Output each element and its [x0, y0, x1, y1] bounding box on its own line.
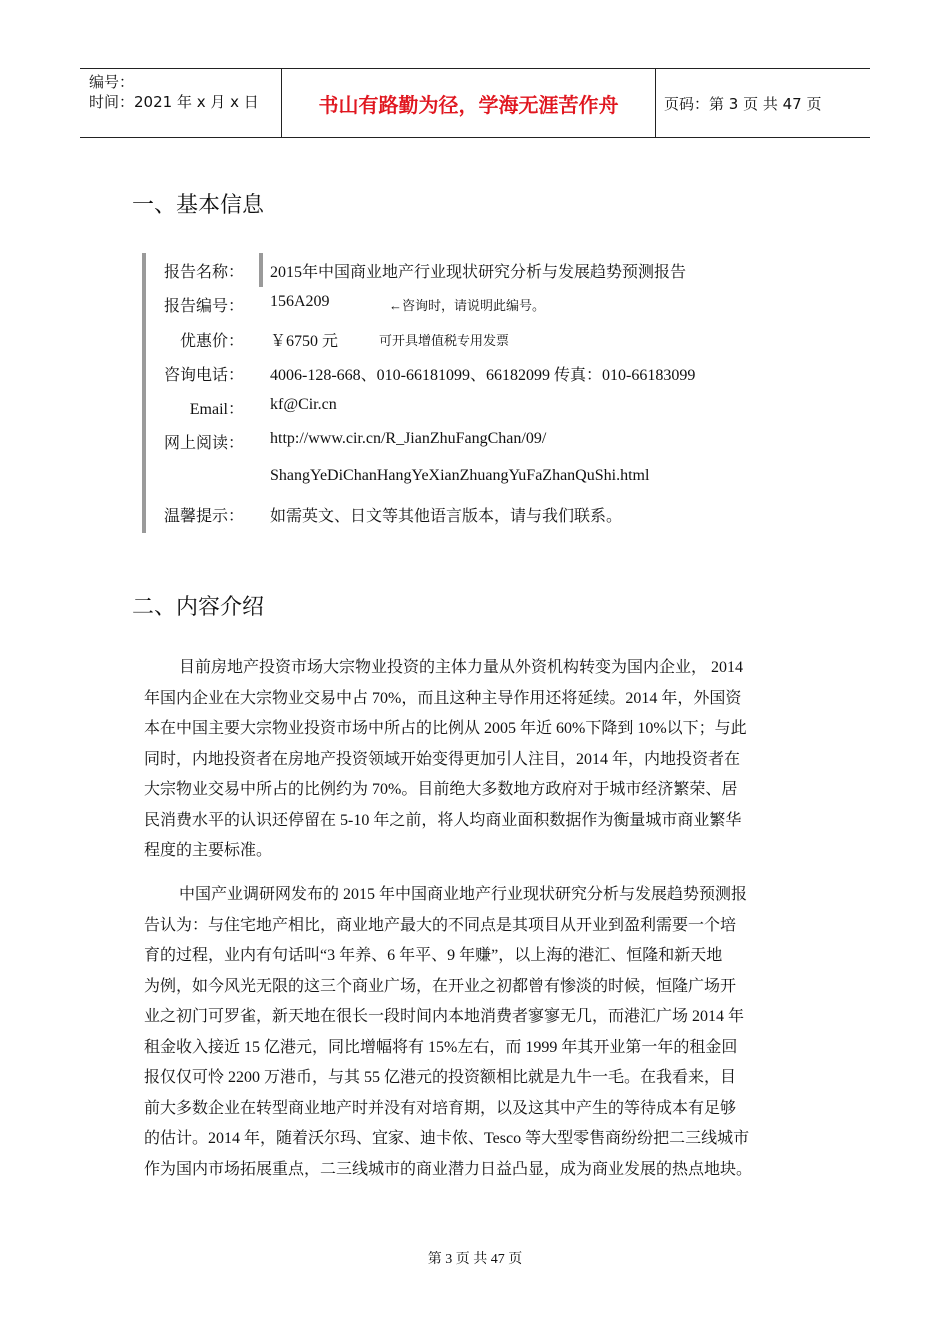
header-page-info: 页码：第 3 页 共 47 页	[664, 94, 822, 113]
paragraph-2	[144, 880, 826, 1185]
report-name-label: 报告名称：	[164, 264, 245, 281]
info-block-bar	[142, 253, 146, 533]
section-heading-content-intro: 二、内容介绍	[132, 595, 265, 620]
phone-label: 咨询电话：	[164, 367, 245, 384]
paragraph-line: 年国内企业在大宗物业交易中占 70%，而且这种主导作用还将延续。2014 年，外国资	[144, 689, 742, 707]
email-link[interactable]: kf@Cir.cn	[270, 396, 337, 413]
paragraph-line: 租金收入接近 15 亿港元，同比增幅将有 15%左右，而 1999 年其开业第一年的租金回	[144, 1038, 738, 1056]
page-footer: 第 3 页 共 47 页	[427, 1252, 523, 1267]
paragraph-line: 中国产业调研网发布的 2015 年中国商业地产行业现状研究分析与发展趋势预测报	[179, 886, 748, 903]
date-line: 时间：2021 年 x 月 x 日	[89, 93, 259, 111]
price-note: 可开具增值税专用发票	[379, 333, 510, 348]
web-label: 网上阅读：	[164, 435, 245, 452]
paragraph-1	[144, 653, 826, 867]
paragraph-line: 本在中国主要大宗物业投资市场中所占的比例从 2005 年近 60%下降到 10%以下；与此	[144, 720, 747, 737]
header-motto: 书山有路勤为径，学海无涯苦作舟	[318, 92, 619, 117]
serial-number-label: 编号：	[89, 73, 135, 91]
price-value: ￥6750 元	[270, 333, 339, 350]
paragraph-line: 大宗物业交易中所占的比例约为 70%。目前绝大多数地方政府对于城市经济繁荣、居	[144, 781, 738, 798]
phone-value: 4006-128-668、010-66181099、66182099 传真：010-66183099	[270, 367, 696, 384]
email-label: Email：	[189, 401, 244, 418]
paragraph-line: 业之初门可罗雀，新天地在很长一段时间内本地消费者寥寥无几，而港汇广场 2014 年	[144, 1008, 745, 1025]
paragraph-line: 为例，如今风光无限的这三个商业广场，在开业之初都曾有惨淡的时候，恒隆广场开	[144, 977, 737, 995]
report-code-value: 156A209	[270, 293, 330, 310]
paragraph-line: 目前房地产投资市场大宗物业投资的主体力量从外资机构转变为国内企业， 2014	[179, 659, 744, 676]
report-name-value: 2015年中国商业地产行业现状研究分析与发展趋势预测报告	[270, 264, 687, 281]
header-motto-cell	[281, 69, 656, 137]
paragraph-line: 育的过程，业内有句话叫“3 年养、6 年平、9 年赚”，以上海的港汇、恒隆和新天地	[144, 947, 723, 964]
header-meta-cell	[80, 69, 281, 137]
paragraph-line: 程度的主要标准。	[144, 842, 273, 859]
tip-value: 如需英文、日文等其他语言版本，请与我们联系。	[270, 508, 623, 525]
paragraph-line: 报仅仅可怜 2200 万港币，与其 55 亿港元的投资额相比就是九牛一毛。在我看来，目	[144, 1069, 737, 1086]
paragraph-line: 同时，内地投资者在房地产投资领域开始变得更加引人注目，2014 年，内地投资者在	[144, 750, 741, 768]
paragraph-line: 民消费水平的认识还停留在 5-10 年之前，将人均商业面积数据作为衡量城市商业繁华	[144, 811, 742, 829]
tip-label: 温馨提示：	[164, 508, 245, 525]
web-link-line-1[interactable]: http://www.cir.cn/R_JianZhuFangChan/09/	[270, 430, 547, 447]
report-code-label: 报告编号：	[164, 298, 245, 315]
web-link-line-2[interactable]: ShangYeDiChanHangYeXianZhuangYuFaZhanQuShi.html	[270, 467, 650, 484]
report-name-bar	[259, 253, 263, 287]
report-code-note: ←咨询时，请说明此编号。	[389, 298, 546, 313]
paragraph-line: 前大多数企业在转型商业地产时并没有对培育期，以及这其中产生的等待成本有足够	[144, 1099, 737, 1117]
paragraph-line: 的估计。2014 年，随着沃尔玛、宜家、迪卡侬、Tesco 等大型零售商纷纷把二三线城市	[144, 1130, 750, 1147]
page-header	[80, 68, 870, 138]
price-label: 优惠价：	[179, 333, 244, 350]
section-heading-basic-info: 一、基本信息	[132, 193, 265, 218]
paragraph-line: 告认为：与住宅地产相比，商业地产最大的不同点是其项目从开业到盈利需要一个培	[144, 916, 737, 934]
paragraph-line: 作为国内市场拓展重点，二三线城市的商业潜力日益凸显，成为商业发展的热点地块。	[144, 1160, 753, 1178]
header-page-cell	[655, 69, 870, 137]
